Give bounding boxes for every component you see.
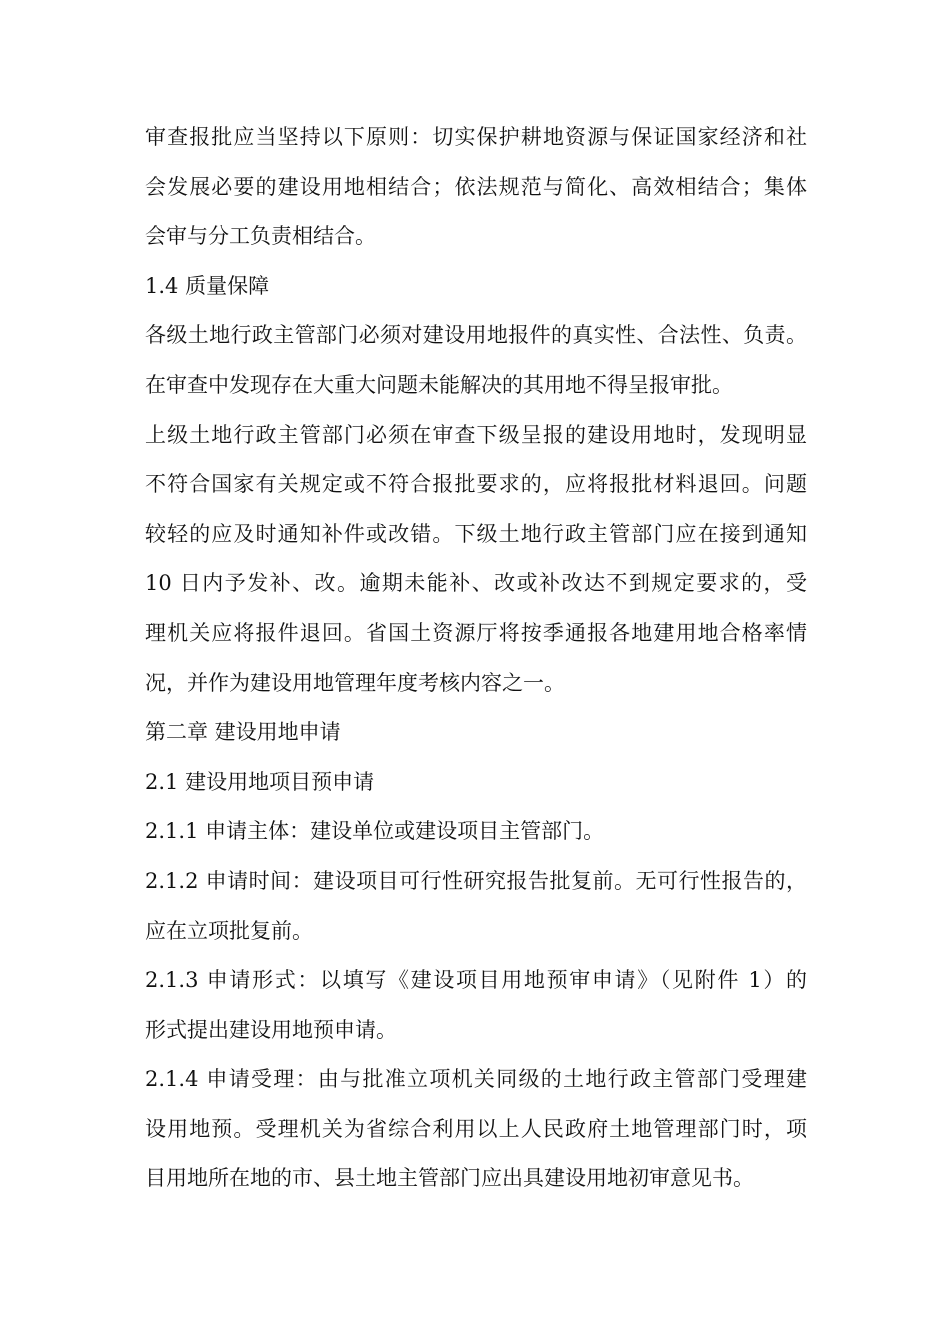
text-line: 2.1.2 申请时间：建设项目可行性研究报告批复前。无可行性报告的， [145,868,807,893]
text-line: 会发展必要的建设用地相结合；依法规范与简化、高效相结合；集体 [145,174,807,199]
text-line: 应在立项批复前。 [145,918,313,943]
text-line: 设用地预。受理机关为省综合利用以上人民政府土地管理部门时，项 [145,1116,807,1141]
chapter-heading: 第二章 建设用地申请 [145,720,341,745]
text-line: 况，并作为建设用地管理年度考核内容之一。 [145,670,565,695]
text-line: 2.1.4 申请受理：由与批准立项机关同级的土地行政主管部门受理建 [145,1067,807,1092]
text-line: 审查报批应当坚持以下原则：切实保护耕地资源与保证国家经济和社 [145,125,807,149]
section-heading: 2.1 建设用地项目预申请 [145,769,375,794]
text-line: 10 日内予发补、改。逾期未能补、改或补改达不到规定要求的，受 [145,571,807,596]
text-line: 形式提出建设用地预申请。 [145,1017,397,1042]
text-line: 上级土地行政主管部门必须在审查下级呈报的建设用地时，发现明显 [145,422,807,447]
text-line: 2.1.1 申请主体：建设单位或建设项目主管部门。 [145,819,605,844]
text-line: 理机关应将报件退回。省国土资源厅将按季通报各地建用地合格率情 [145,620,807,645]
text-line: 目用地所在地的市、县土地主管部门应出具建设用地初审意见书。 [145,1166,754,1191]
document-body [145,113,807,1204]
text-line: 各级土地行政主管部门必须对建设用地报件的真实性、合法性、负责。 [145,323,807,348]
text-line: 会审与分工负责相结合。 [145,224,376,249]
section-heading: 1.4 质量保障 [145,273,270,298]
text-line: 2.1.3 申请形式：以填写《建设项目用地预审申请》（见附件 1）的 [145,968,807,993]
text-line: 较轻的应及时通知补件或改错。下级土地行政主管部门应在接到通知 [145,521,807,546]
text-line: 不符合国家有关规定或不符合报批要求的，应将报批材料退回。问题 [145,472,807,497]
text-line: 在审查中发现存在大重大问题未能解决的其用地不得呈报审批。 [145,372,733,397]
